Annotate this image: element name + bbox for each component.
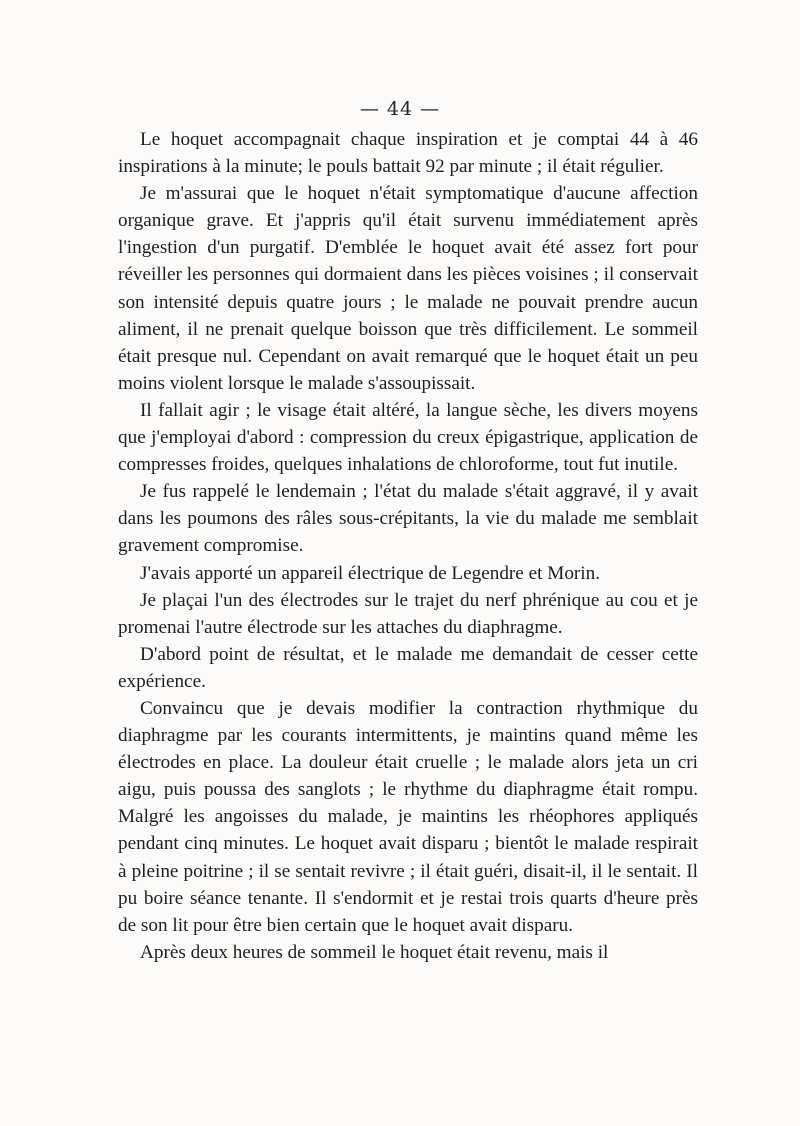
paragraph: D'abord point de résultat, et le malade me demandait de cesser cette expérience. [118,643,698,692]
paragraph: Je plaçai l'un des électrodes sur le trajet du nerf phrénique au cou et je promenai l'autre électrode sur les attaches du diaphragme. [118,589,698,638]
paragraph: Le hoquet accompagnait chaque inspiration et je comptai 44 à 46 inspirations à la minute; le pouls battait 92 par minute ; il était régulier. [118,129,698,178]
paragraph: Je fus rappelé le lendemain ; l'état du malade s'était aggravé, il y avait dans les poumons des râles sous-crépitants, la vie du malade me semblait gravement compromise. [118,481,698,557]
paragraph: Après deux heures de sommeil le hoquet était revenu, mais il [140,941,609,963]
paragraph: Je m'assurai que le hoquet n'était symptomatique d'aucune affection organique grave. Et j'appris qu'il était survenu immédiatement après l'ingestion d'un purgatif. D'emblée le hoquet avait été assez fort pour réveiller les personnes qui dormaient dans les pièces voisines ; il conservait son intensité depuis quatre jours ; le malade ne pouvait prendre aucun aliment, il ne prenait quelque boisson que très difficilement. Le sommeil était presque nul. Cependant on avait remarqué que le hoquet était un peu moins violent lorsque le malade s'assoupissait. [118,183,698,394]
page-number: — 44 — [359,98,441,120]
paragraph: J'avais apporté un appareil électrique de Legendre et Morin. [140,562,601,584]
body-text [118,126,698,966]
paragraph: Il fallait agir ; le visage était altéré, la langue sèche, les divers moyens que j'employai d'abord : compression du creux épigastrique, application de compresses froides, quelques inhalations de chloroforme, tout fut inutile. [118,399,698,476]
paragraph: Convaincu que je devais modifier la contraction rhythmique du diaphragme par les courants intermittents, je maintins quand même les électrodes en place. La douleur était cruelle ; le malade alors jeta un cri aigu, puis poussa des sanglots ; le rhythme du diaphragme était rompu. Malgré les angoisses du malade, je maintins les rhéophores appliqués pendant cinq minutes. Le hoquet avait disparu ; bientôt le malade respirait à pleine poitrine ; il se sentait revivre ; il était guéri, disait-il, il le sentait. Il pu boire séance tenante. Il s'endormit et je restai trois quarts d'heure près de son lit pour être bien certain que le hoquet avait disparu. [118,697,698,936]
